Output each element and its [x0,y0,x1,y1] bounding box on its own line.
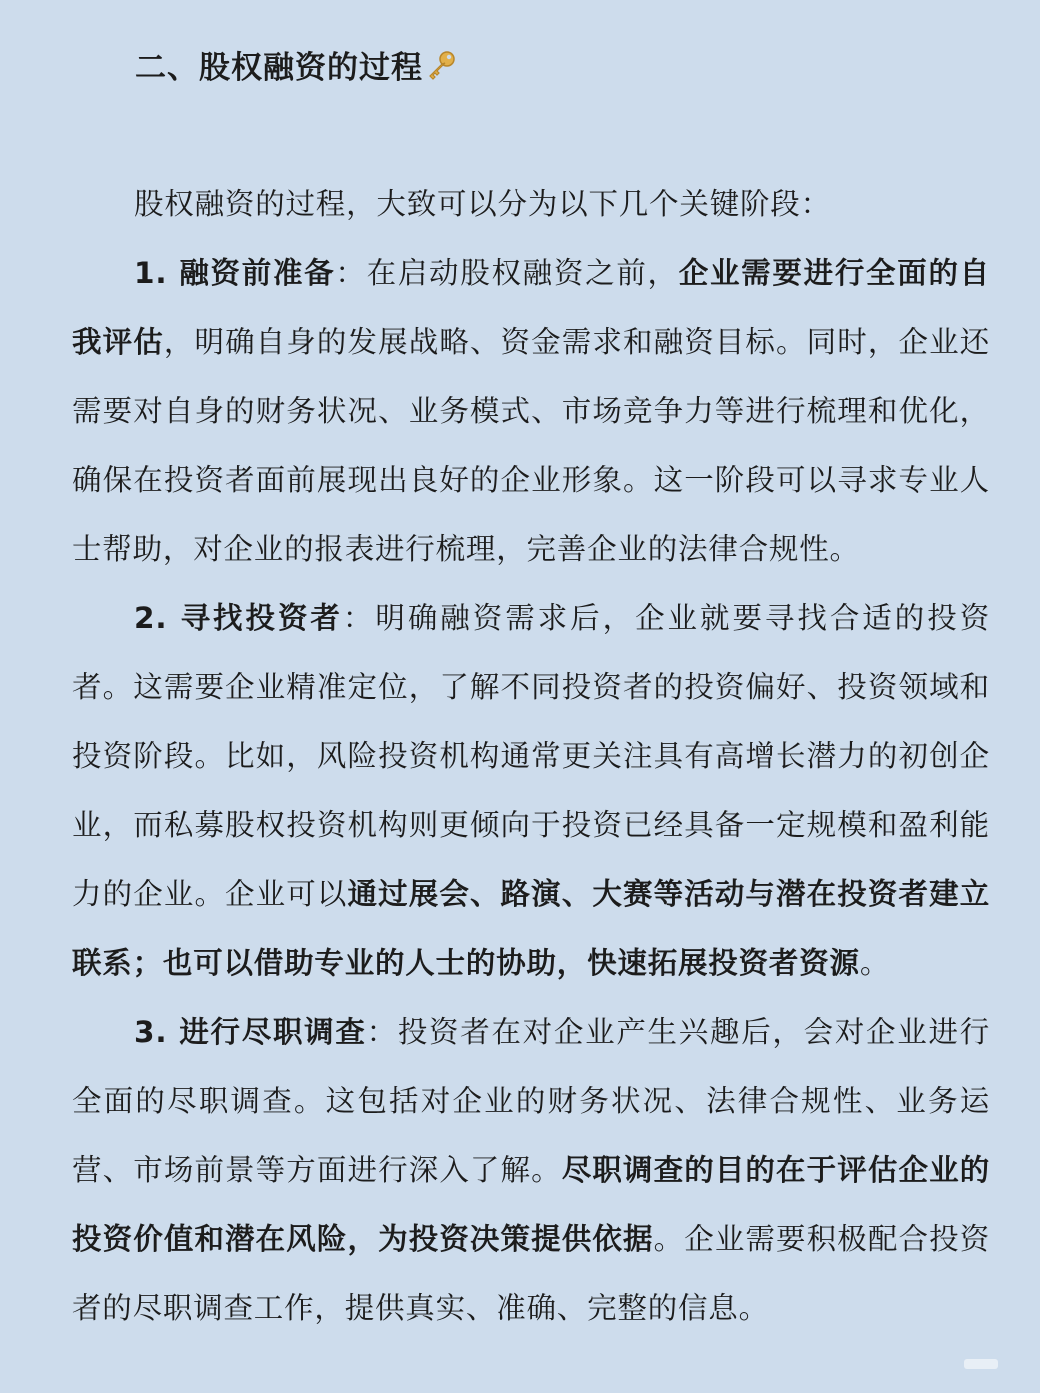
section-2-text-a: 明确融资需求后，企业就要寻找合适的投资者。这需要企业精准定位，了解不同投资者的投资偏好、投资领域和投资阶段。比如，风险投资机构通常更关注具有高增长潜力的初创企业，而私募股权投资机构则更倾向于投资已经具备一定规模和盈利能力的企业。企业可以 [72,601,990,911]
section-3-colon: ： [366,1015,398,1049]
section-3-bold: 尽职调查的目的在于评估企业的投资价值和潜在风险，为投资决策提供依据 [72,1153,990,1256]
section-2-bold: 通过展会、路演、大赛等活动与潜在投资者建立联系；也可以借助专业的人士的协助，快速拓展投资者资源 [72,877,990,980]
watermark-mark [964,1359,998,1369]
section-1-text-a: 在启动股权融资之前， [366,256,679,290]
intro-paragraph: 股权融资的过程，大致可以分为以下几个关键阶段： [134,187,831,221]
section-3-text-a: 投资者在对企业产生兴趣后，会对企业进行全面的尽职调查。这包括对企业的财务状况、法律合规性、业务运营、市场前景等方面进行深入了解。 [72,1015,990,1187]
section-3-title: 3. 进行尽职调查 [134,1015,367,1049]
section-1-bold: 企业需要进行全面的自我评估 [72,256,990,359]
section-2-paragraph [72,584,990,998]
section-1-paragraph [72,239,990,584]
section-1-colon: ： [335,256,367,290]
section-2-colon: ： [342,601,376,635]
key-icon [425,50,457,82]
section-2-title: 2. 寻找投资者 [134,601,343,635]
section-3-paragraph [72,998,990,1343]
heading-text: 二、股权融资的过程 [135,50,423,86]
section-heading [135,42,457,94]
article-body [72,170,990,1343]
section-1-title: 1. 融资前准备 [134,256,336,290]
section-2-text-b: 。 [859,946,891,980]
section-3-text-b: 。企业需要积极配合投资者的尽职调查工作，提供真实、准确、完整的信息。 [72,1222,990,1325]
section-1-text-b: ，明确自身的发展战略、资金需求和融资目标。同时，企业还需要对自身的财务状况、业务模式、市场竞争力等进行梳理和优化，确保在投资者面前展现出良好的企业形象。这一阶段可以寻求专业人士帮助，对企业的报表进行梳理，完善企业的法律合规性。 [72,325,990,566]
